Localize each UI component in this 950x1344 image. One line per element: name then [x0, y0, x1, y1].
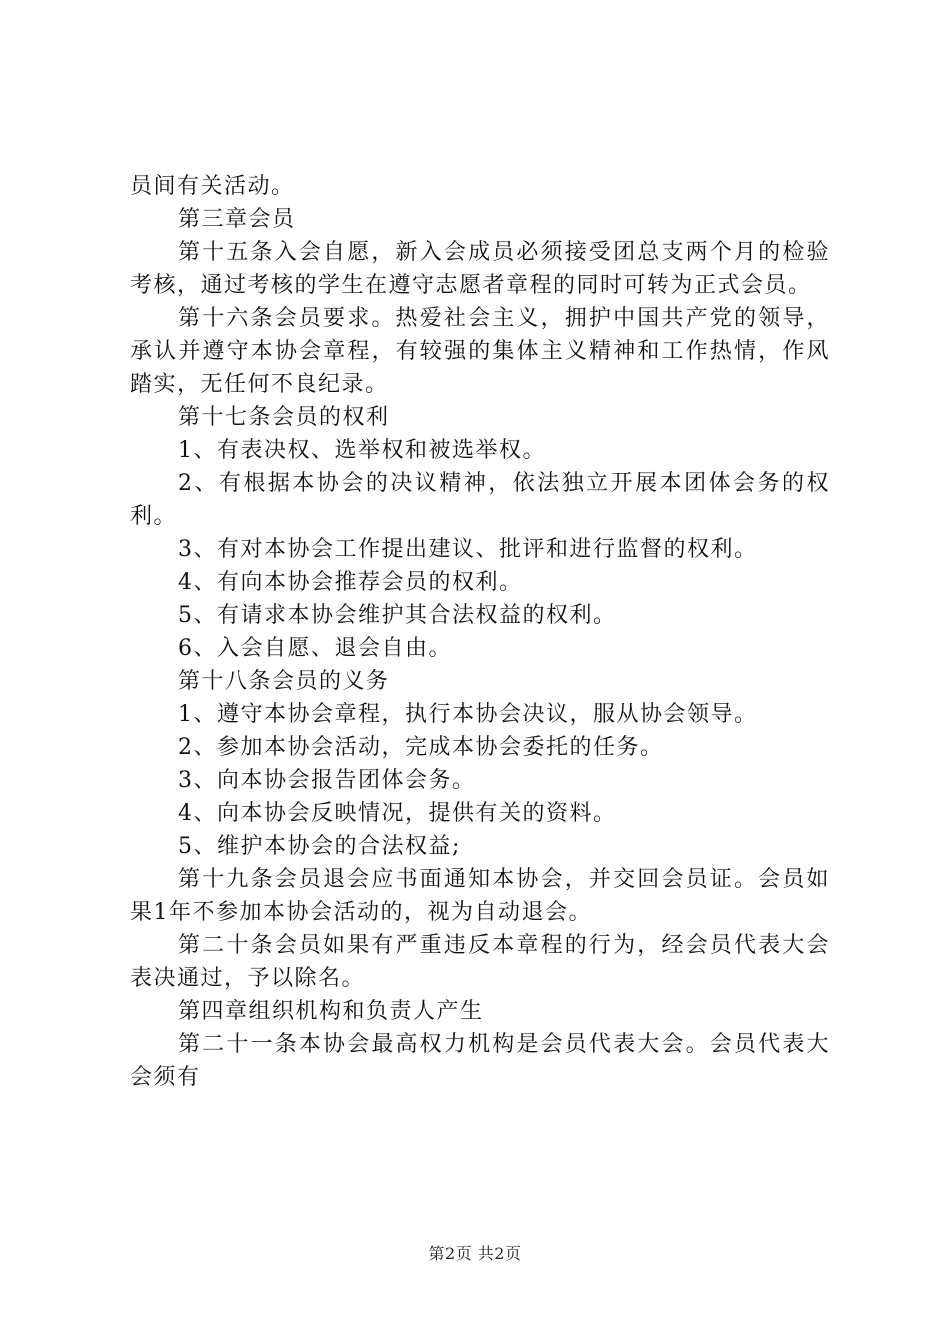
article-paragraph: 第十六条会员要求。热爱社会主义，拥护中国共产党的领导，承认并遵守本协会章程，有较强的集体主义精神和工作热情，作风踏实，无任何不良纪录。: [130, 306, 830, 397]
article-heading: 第十八条会员的义务: [178, 669, 390, 694]
article-paragraph: 第十九条会员退会应书面通知本协会，并交回会员证。会员如果1年不参加本协会活动的，视为自动退会。: [130, 867, 830, 925]
list-item: 5、有请求本协会维护其合法权益的权利。: [178, 603, 617, 628]
article-paragraph: 第二十一条本协会最高权力机构是会员代表大会。会员代表大会须有: [130, 1032, 830, 1090]
page-number: 第2页 共2页: [428, 1244, 522, 1263]
list-item: 1、有表决权、选举权和被选举权。: [178, 438, 546, 463]
list-item: 1、遵守本协会章程，执行本协会决议，服从协会领导。: [178, 702, 758, 727]
article-paragraph: 第十五条入会自愿，新入会成员必须接受团总支两个月的检验考核，通过考核的学生在遵守志愿者章程的同时可转为正式会员。: [130, 240, 830, 298]
list-item: 2、参加本协会活动，完成本协会委托的任务。: [178, 735, 664, 760]
page-footer: [0, 1244, 950, 1264]
list-item: 3、有对本协会工作提出建议、批评和进行监督的权利。: [178, 537, 758, 562]
article-paragraph: 第二十条会员如果有严重违反本章程的行为，经会员代表大会表决通过，予以除名。: [130, 933, 830, 991]
list-item: 6、入会自愿、退会自由。: [178, 636, 452, 661]
paragraph-continuation: 员间有关活动。: [130, 174, 295, 199]
list-item: 4、有向本协会推荐会员的权利。: [178, 570, 523, 595]
document-body: [130, 170, 830, 1094]
article-heading: 第十七条会员的权利: [178, 405, 390, 430]
chapter-heading: 第四章组织机构和负责人产生: [178, 999, 484, 1024]
list-item: 3、向本协会报告团体会务。: [178, 768, 476, 793]
list-item: 2、有根据本协会的决议精神，依法独立开展本团体会务的权利。: [130, 471, 830, 529]
chapter-heading: 第三章会员: [178, 207, 296, 232]
list-item: 4、向本协会反映情况，提供有关的资料。: [178, 801, 617, 826]
list-item: 5、维护本协会的合法权益;: [178, 834, 461, 859]
